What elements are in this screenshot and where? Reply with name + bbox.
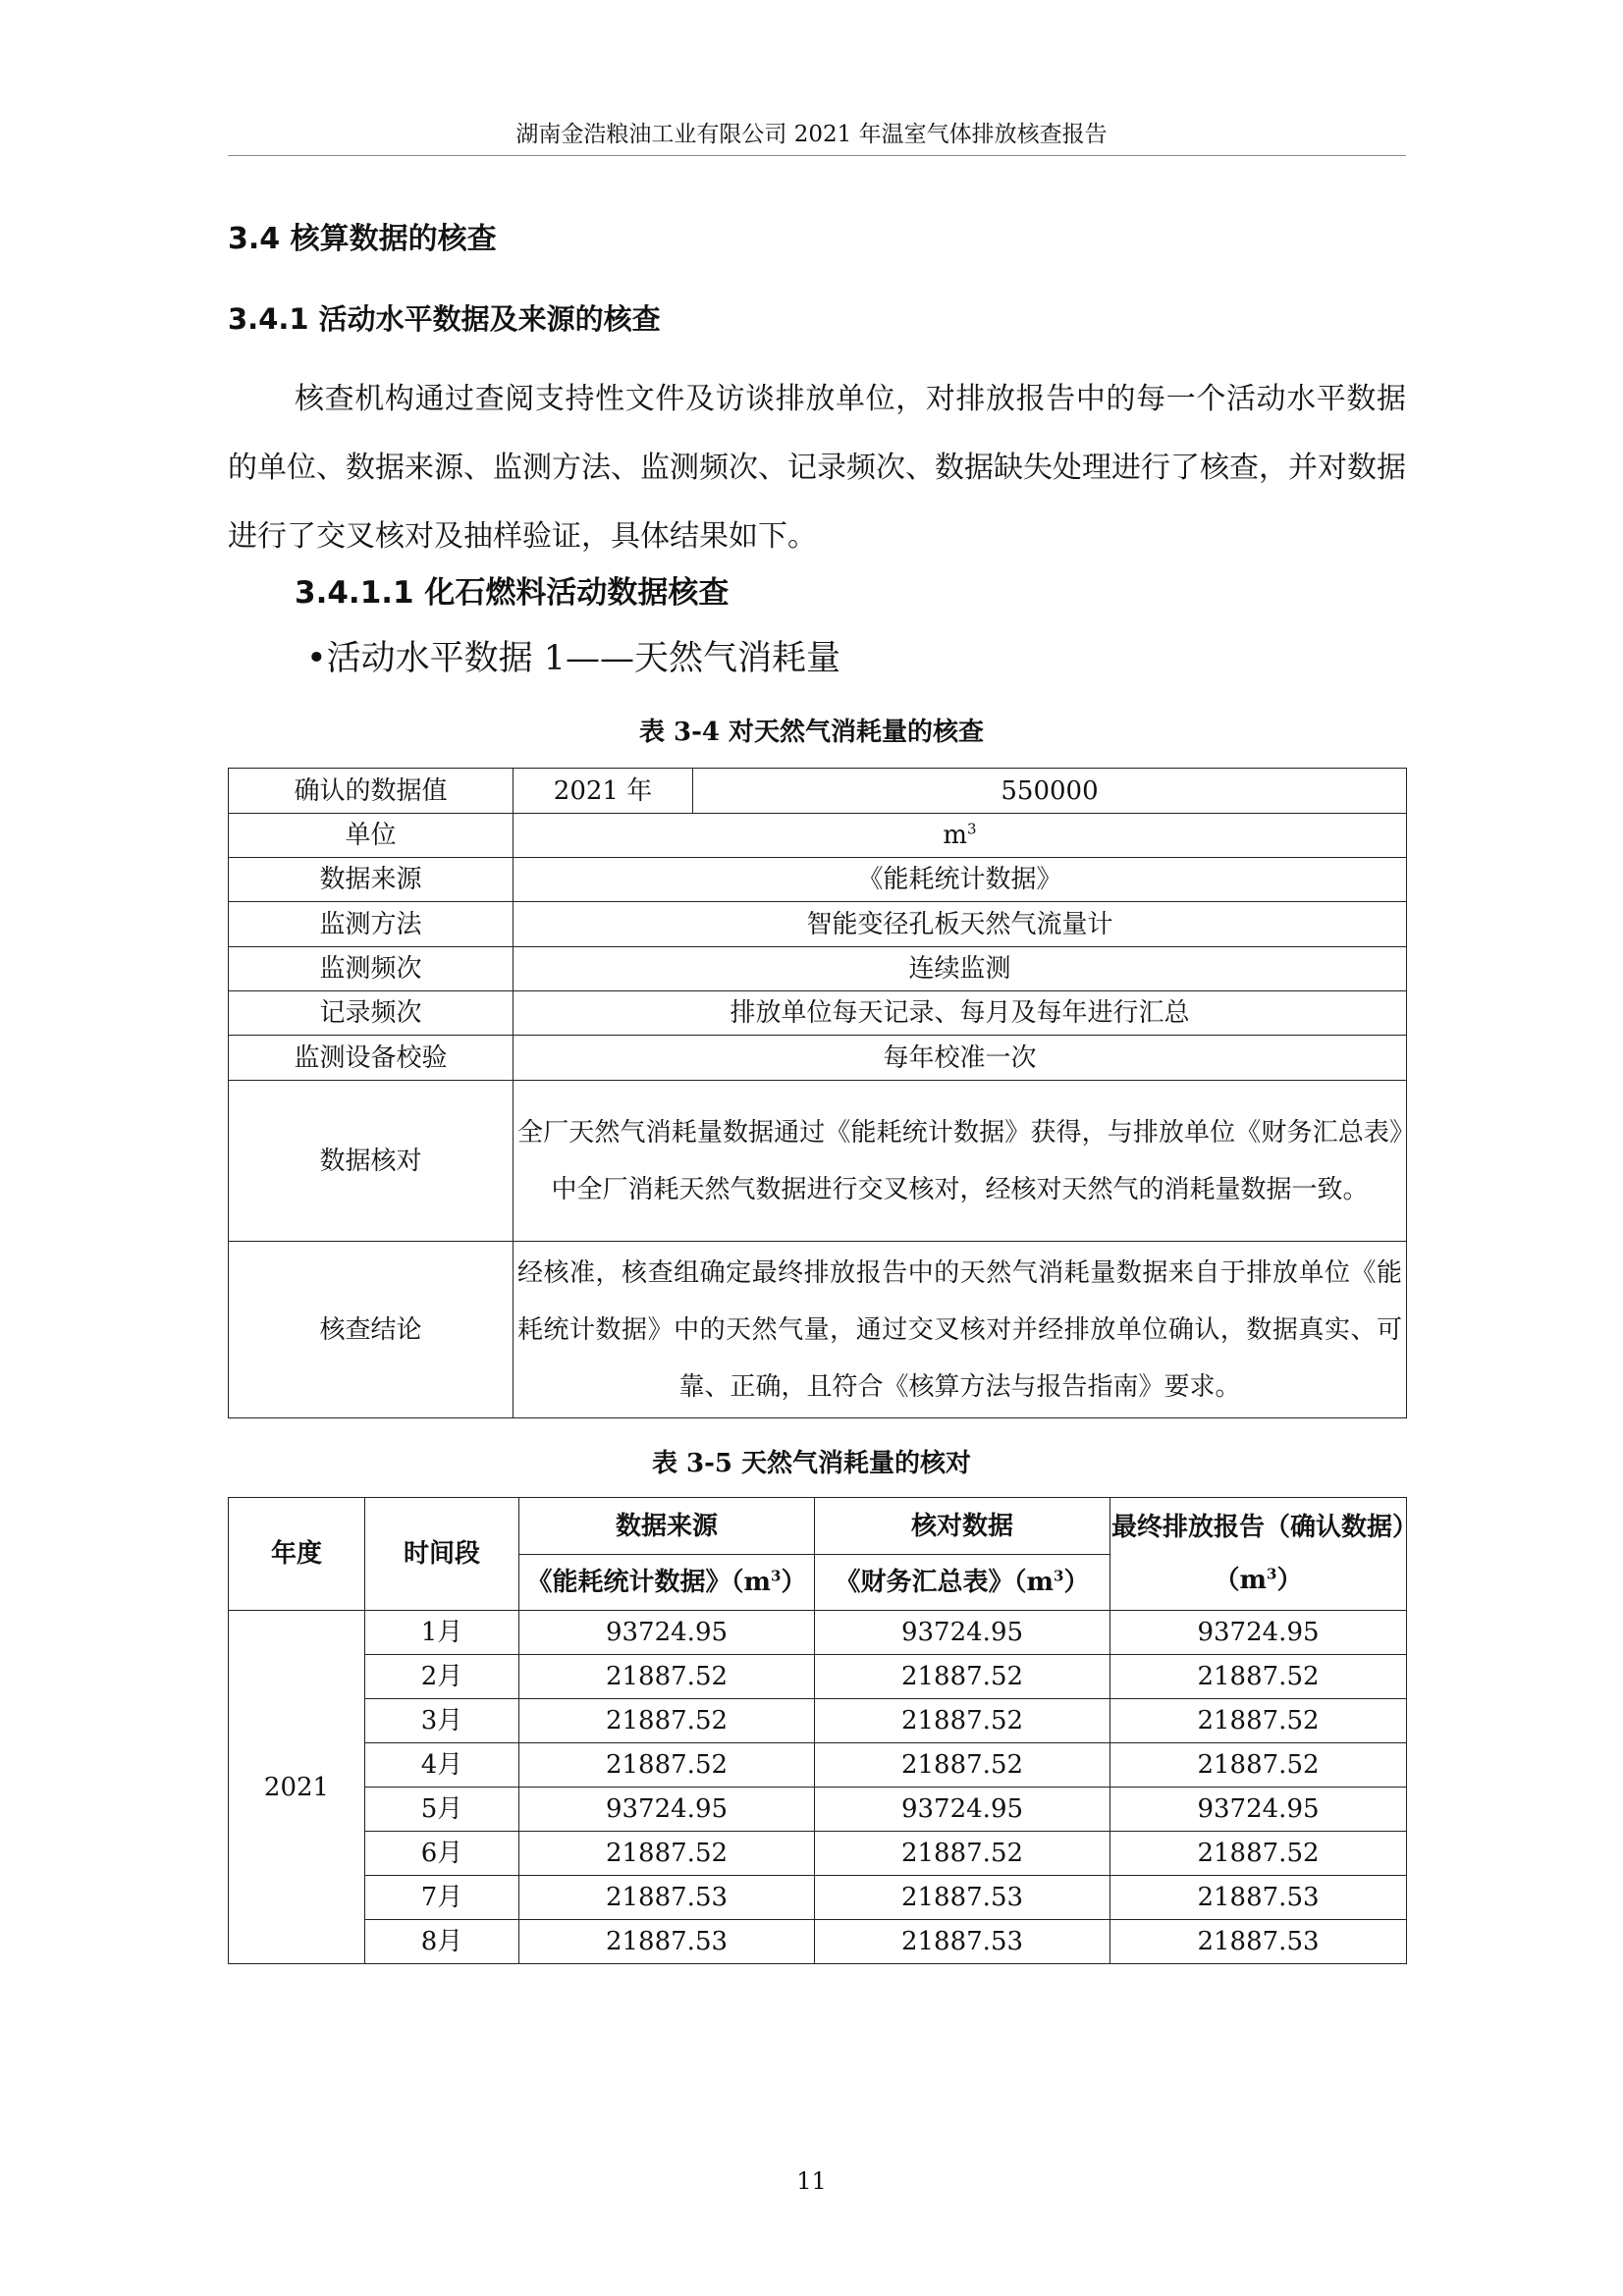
table-row (229, 1743, 1407, 1788)
cell-value: 《能耗统计数据》 (514, 858, 1407, 902)
unit-text: m (943, 821, 968, 850)
cell-check: 93724.95 (815, 1611, 1110, 1655)
cell-label: 核查结论 (229, 1242, 514, 1418)
cell-source: 21887.52 (519, 1655, 815, 1699)
header-check: 核对数据 (815, 1498, 1110, 1555)
header-rule (228, 155, 1406, 156)
table-row (229, 1081, 1407, 1242)
cell-year: 2021 (229, 1611, 365, 1964)
cell-check: 21887.52 (815, 1743, 1110, 1788)
cell-final: 21887.52 (1110, 1743, 1407, 1788)
cell-source: 21887.53 (519, 1876, 815, 1920)
cell-final: 93724.95 (1110, 1788, 1407, 1832)
cell-year: 2021 年 (514, 769, 693, 814)
header-period: 时间段 (365, 1498, 519, 1611)
table-row (229, 1876, 1407, 1920)
header-superscript: 3 (1054, 1567, 1064, 1585)
header-close: ） (1063, 1568, 1090, 1597)
cell-check: 21887.52 (815, 1832, 1110, 1876)
cell-label: 数据核对 (229, 1081, 514, 1242)
table-row (229, 902, 1407, 947)
table-row (229, 1832, 1407, 1876)
cell-label: 监测方法 (229, 902, 514, 947)
table-row (229, 1242, 1407, 1418)
cell-label: 监测设备校验 (229, 1036, 514, 1081)
header-check-sub (815, 1555, 1110, 1611)
cell-period: 4月 (365, 1743, 519, 1788)
cell-check: 93724.95 (815, 1788, 1110, 1832)
table-row (229, 1611, 1407, 1655)
subsection-title: 3.4.1 活动水平数据及来源的核查 (228, 302, 661, 336)
header-superscript: 3 (771, 1567, 782, 1585)
cell-value (514, 814, 1407, 858)
table-row (229, 814, 1407, 858)
unit-superscript: 3 (967, 820, 977, 838)
cell-period: 8月 (365, 1920, 519, 1964)
cell-period: 1月 (365, 1611, 519, 1655)
cell-value: 排放单位每天记录、每月及每年进行汇总 (514, 991, 1407, 1036)
subsubsection-title: 3.4.1.1 化石燃料活动数据核查 (295, 575, 730, 611)
table-row (229, 1036, 1407, 1081)
table2-caption: 表 3-5 天然气消耗量的核对 (651, 1449, 972, 1478)
natural-gas-check-table (228, 768, 1407, 1418)
bullet-item: •活动水平数据 1——天然气消耗量 (306, 639, 841, 678)
cell-value: 经核准，核查组确定最终排放报告中的天然气消耗量数据来自于排放单位《能耗统计数据》中的天然气量，通过交叉核对并经排放单位确认，数据真实、可靠、正确，且符合《核算方法与报告指南》要求。 (514, 1242, 1407, 1418)
cell-source: 93724.95 (519, 1788, 815, 1832)
cell-source: 21887.52 (519, 1743, 815, 1788)
cell-label: 数据来源 (229, 858, 514, 902)
table-row (229, 1655, 1407, 1699)
cell-value: 550000 (693, 769, 1407, 814)
table-row (229, 991, 1407, 1036)
cell-label: 单位 (229, 814, 514, 858)
header-final (1110, 1498, 1407, 1611)
header-source: 数据来源 (519, 1498, 815, 1555)
header-superscript: 3 (1267, 1565, 1277, 1583)
cell-period: 3月 (365, 1699, 519, 1743)
header-year: 年度 (229, 1498, 365, 1611)
cell-final: 21887.52 (1110, 1699, 1407, 1743)
cell-source: 21887.52 (519, 1699, 815, 1743)
cell-value: 每年校准一次 (514, 1036, 1407, 1081)
cell-label: 确认的数据值 (229, 769, 514, 814)
section-title: 3.4 核算数据的核查 (228, 222, 497, 256)
cell-final: 21887.53 (1110, 1876, 1407, 1920)
cell-label: 记录频次 (229, 991, 514, 1036)
table-header-row (229, 1498, 1407, 1555)
table-row (229, 1920, 1407, 1964)
cell-value: 连续监测 (514, 947, 1407, 991)
cell-final: 21887.52 (1110, 1832, 1407, 1876)
running-header: 湖南金浩粮油工业有限公司 2021 年温室气体排放核查报告 (515, 122, 1108, 147)
cell-final: 93724.95 (1110, 1611, 1407, 1655)
table-row (229, 769, 1407, 814)
cell-period: 2月 (365, 1655, 519, 1699)
cell-value: 全厂天然气消耗量数据通过《能耗统计数据》获得，与排放单位《财务汇总表》中全厂消耗天然气数据进行交叉核对，经核对天然气的消耗量数据一致。 (514, 1081, 1407, 1242)
cell-check: 21887.52 (815, 1699, 1110, 1743)
cell-source: 21887.52 (519, 1832, 815, 1876)
cell-final: 21887.53 (1110, 1920, 1407, 1964)
cell-final: 21887.52 (1110, 1655, 1407, 1699)
cell-source: 93724.95 (519, 1611, 815, 1655)
header-source-sub (519, 1555, 815, 1611)
cell-check: 21887.53 (815, 1920, 1110, 1964)
body-paragraph: 核查机构通过查阅支持性文件及访谈排放单位，对排放报告中的每一个活动水平数据的单位、数据来源、监测方法、监测频次、记录频次、数据缺失处理进行了核查，并对数据进行了交叉核对及抽样验证，具体结果如下。 (228, 382, 1406, 554)
cell-value: 智能变径孔板天然气流量计 (514, 902, 1407, 947)
table1-caption: 表 3-4 对天然气消耗量的核查 (638, 718, 985, 747)
header-close: ） (1276, 1566, 1303, 1595)
header-check-sub-text: 《财务汇总表》（m (835, 1568, 1055, 1597)
header-final-text: 最终排放报告（确认数据）（m (1110, 1513, 1405, 1595)
cell-label: 监测频次 (229, 947, 514, 991)
cell-period: 7月 (365, 1876, 519, 1920)
cell-source: 21887.53 (519, 1920, 815, 1964)
cell-check: 21887.52 (815, 1655, 1110, 1699)
table-row (229, 1699, 1407, 1743)
header-close: ） (781, 1568, 807, 1597)
table-row (229, 858, 1407, 902)
cell-check: 21887.53 (815, 1876, 1110, 1920)
header-source-sub-text: 《能耗统计数据》（m (526, 1568, 772, 1597)
table-row (229, 947, 1407, 991)
table-row (229, 1788, 1407, 1832)
natural-gas-reconciliation-table (228, 1497, 1407, 1964)
page-number: 11 (796, 2167, 827, 2195)
cell-period: 6月 (365, 1832, 519, 1876)
cell-period: 5月 (365, 1788, 519, 1832)
